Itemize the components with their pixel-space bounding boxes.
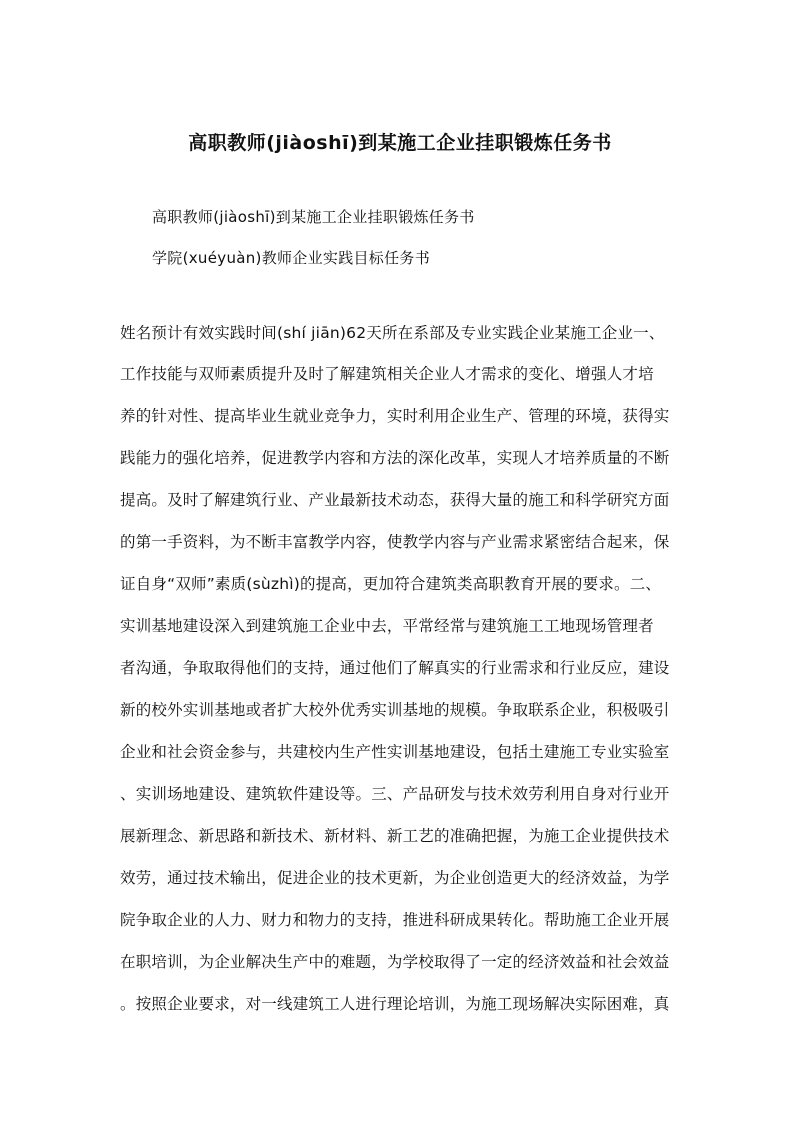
document-subtitle-2: 学院(xuéyuàn)教师企业实践目标任务书 [152, 249, 431, 267]
body-line: 、实训场地建设、建筑软件建设等。三、产品研发与技术效劳利用自身对行业开 [120, 785, 670, 803]
body-line: 者沟通，争取取得他们的支持，通过他们了解真实的行业需求和行业反应，建设 [120, 659, 670, 677]
document-title: 高职教师(jiàoshī)到某施工企业挂职锻炼任务书 [188, 132, 612, 154]
body-line: 提高。及时了解建筑行业、产业最新技术动态，获得大量的施工和科学研究方面 [120, 491, 670, 509]
document-subtitle: 高职教师(jiàoshī)到某施工企业挂职锻炼任务书 [152, 208, 475, 226]
body-line: 展新理念、新思路和新技术、新材料、新工艺的准确把握，为施工企业提供技术 [120, 827, 670, 845]
body-line: 的第一手资料，为不断丰富教学内容，使教学内容与产业需求紧密结合起来，保 [120, 533, 670, 551]
body-line: 院争取企业的人力、财力和物力的支持，推进科研成果转化。帮助施工企业开展 [120, 911, 670, 929]
body-line: 证自身“双师”素质(sùzhì)的提高，更加符合建筑类高职教育开展的要求。二、 [120, 575, 662, 593]
body-line: 实训基地建设深入到建筑施工企业中去，平常经常与建筑施工工地现场管理者 [120, 617, 654, 635]
body-line: 养的针对性、提高毕业生就业竞争力，实时利用企业生产、管理的环境，获得实 [120, 407, 670, 425]
body-line: 践能力的强化培养，促进教学内容和方法的深化改革，实现人才培养质量的不断 [120, 449, 670, 467]
body-line: 在职培训，为企业解决生产中的难题，为学校取得了一定的经济效益和社会效益 [120, 953, 670, 971]
body-line: 新的校外实训基地或者扩大校外优秀实训基地的规模。争取联系企业，积极吸引 [120, 701, 670, 719]
body-line: 姓名预计有效实践时间(shí jiān)62天所在系部及专业实践企业某施工企业一、 [120, 324, 665, 342]
body-line: 企业和社会资金参与，共建校内生产性实训基地建设，包括土建施工专业实验室 [120, 743, 670, 761]
body-line: 。按照企业要求，对一线建筑工人进行理论培训，为施工现场解决实际困难，真 [120, 995, 670, 1013]
body-line: 效劳，通过技术输出，促进企业的技术更新，为企业创造更大的经济效益，为学 [120, 869, 670, 887]
body-line: 工作技能与双师素质提升及时了解建筑相关企业人才需求的变化、增强人才培 [120, 365, 654, 383]
